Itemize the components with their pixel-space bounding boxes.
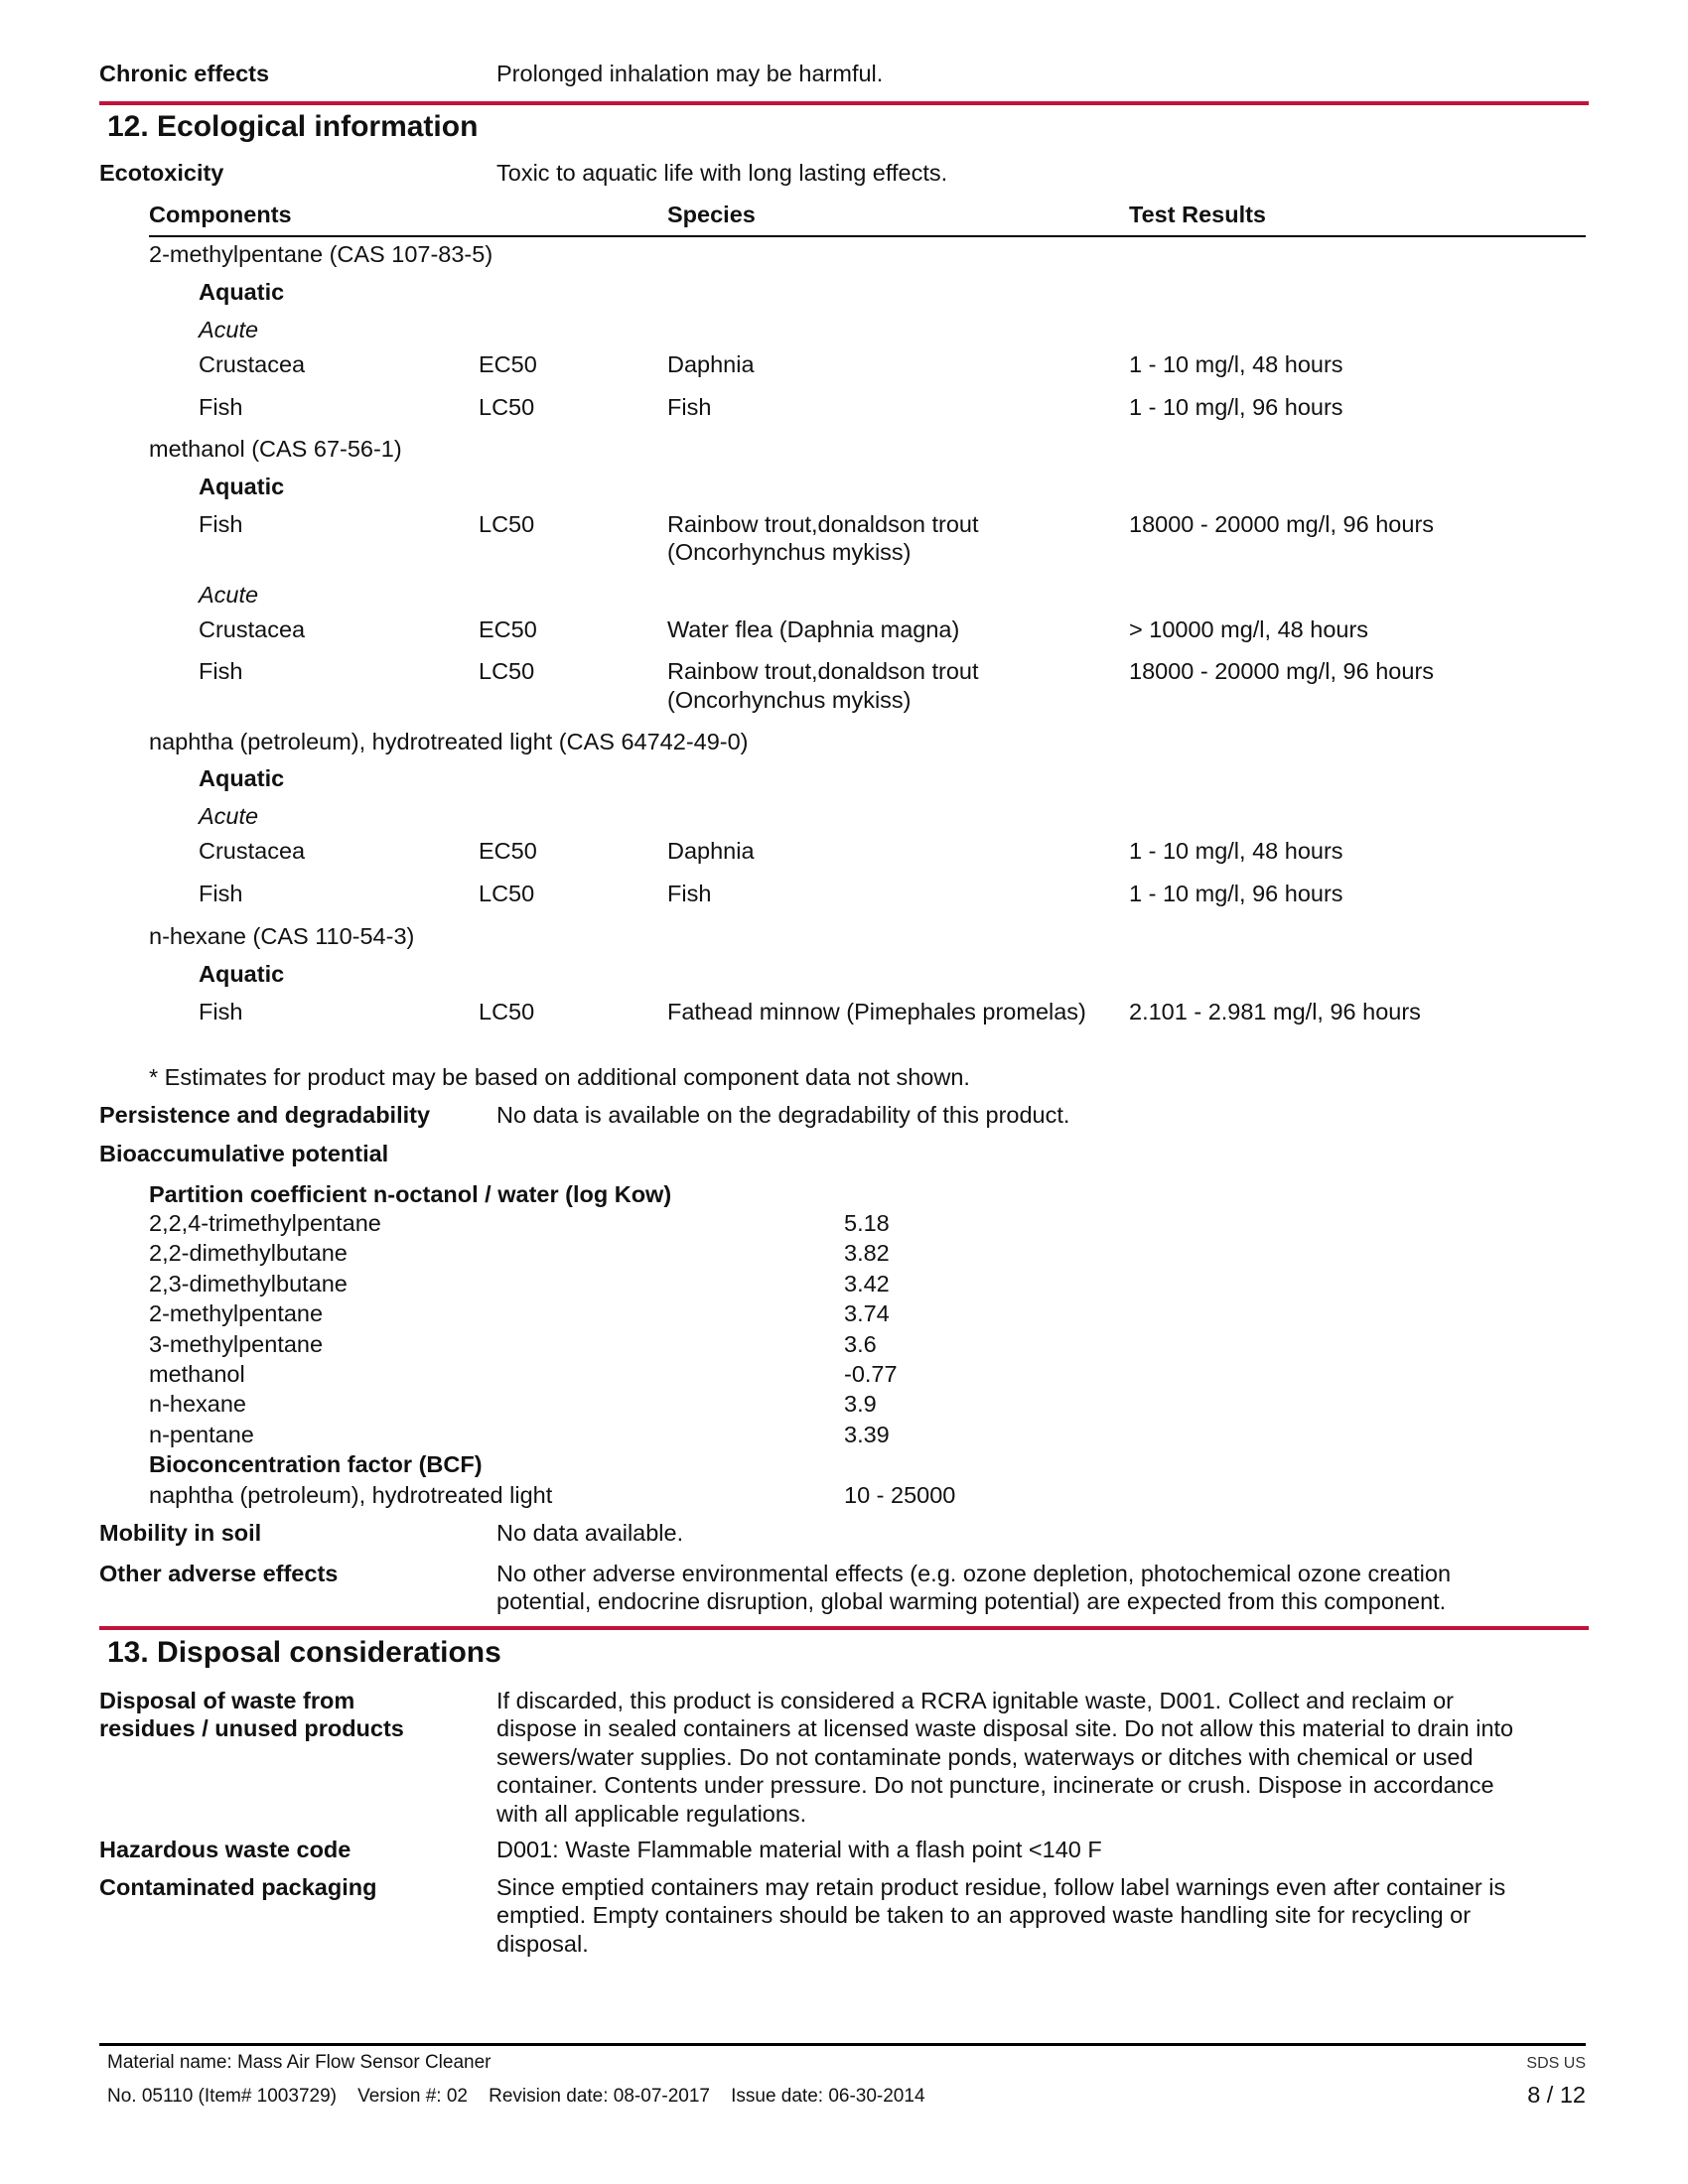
persistence-value: No data is available on the degradability of this product. <box>496 1102 1070 1128</box>
test-result: 2.101 - 2.981 mg/l, 96 hours <box>1129 999 1421 1024</box>
partition-component: 2,2,4-trimethylpentane <box>149 1210 381 1236</box>
partition-value: -0.77 <box>844 1361 898 1387</box>
ecotoxicity-label: Ecotoxicity <box>99 160 224 186</box>
test-result: > 10000 mg/l, 48 hours <box>1129 616 1369 642</box>
test-result: 1 - 10 mg/l, 96 hours <box>1129 394 1343 420</box>
partition-value: 3.9 <box>844 1391 877 1418</box>
test-organism: Fish <box>199 881 243 906</box>
component-name: n-hexane (CAS 110-54-3) <box>149 923 415 949</box>
bcf-title: Bioconcentration factor (BCF) <box>149 1451 483 1477</box>
section-13-title: 13. Disposal considerations <box>107 1636 501 1669</box>
species: Water flea (Daphnia magna) <box>667 616 960 642</box>
disposal-line: with all applicable regulations. <box>496 1801 807 1827</box>
species-scientific: (Oncorhynchus mykiss) <box>667 539 912 565</box>
hazardous-code-label: Hazardous waste code <box>99 1837 352 1862</box>
other-effects-line: potential, endocrine disruption, global warming potential) are expected from this component. <box>496 1588 1447 1614</box>
test-type: LC50 <box>479 394 535 420</box>
packaging-line: emptied. Empty containers should be taken to an approved waste handling site for recycling or <box>496 1902 1472 1928</box>
test-result: 18000 - 20000 mg/l, 96 hours <box>1129 658 1435 684</box>
section-divider <box>99 1626 1589 1630</box>
partition-value: 3.82 <box>844 1240 890 1267</box>
test-type: LC50 <box>479 658 535 684</box>
test-type: EC50 <box>479 838 537 864</box>
document-meta: No. 05110 (Item# 1003729) Version #: 02 Revision date: 08-07-2017 Issue date: 06-30-2014 <box>107 2086 925 2107</box>
disposal-line: sewers/water supplies. Do not contaminate ponds, waterways or ditches with chemical or used <box>496 1744 1474 1770</box>
category-aquatic: Aquatic <box>199 279 285 305</box>
bioaccumulative-label: Bioaccumulative potential <box>99 1141 389 1166</box>
partition-coefficient-title: Partition coefficient n-octanol / water (log Kow) <box>149 1181 672 1207</box>
estimates-note: * Estimates for product may be based on additional component data not shown. <box>149 1064 970 1090</box>
disposal-line: dispose in sealed containers at licensed waste disposal site. Do not allow this material to drain into <box>496 1715 1514 1741</box>
species-scientific: (Oncorhynchus mykiss) <box>667 687 912 713</box>
bcf-component: naphtha (petroleum), hydrotreated light <box>149 1482 553 1508</box>
doc-type: SDS US <box>1526 2055 1586 2072</box>
category-aquatic: Aquatic <box>199 474 285 499</box>
test-organism: Fish <box>199 999 243 1024</box>
partition-component: 3-methylpentane <box>149 1330 324 1357</box>
header-species: Species <box>667 202 756 227</box>
persistence-label: Persistence and degradability <box>99 1102 431 1128</box>
component-name: 2-methylpentane (CAS 107-83-5) <box>149 241 493 267</box>
disposal-line: container. Contents under pressure. Do not puncture, incinerate or crush. Dispose in accordance <box>496 1772 1494 1798</box>
subcategory-acute: Acute <box>199 317 259 342</box>
disposal-label: residues / unused products <box>99 1715 404 1741</box>
species: Daphnia <box>667 838 755 864</box>
other-effects-label: Other adverse effects <box>99 1561 339 1586</box>
test-organism: Fish <box>199 394 243 420</box>
category-aquatic: Aquatic <box>199 765 285 791</box>
table-header-rule <box>149 235 1586 237</box>
chronic-effects-value: Prolonged inhalation may be harmful. <box>496 61 884 86</box>
subcategory-acute: Acute <box>199 582 259 608</box>
species: Rainbow trout,donaldson trout <box>667 511 979 537</box>
test-result: 1 - 10 mg/l, 96 hours <box>1129 881 1343 906</box>
mobility-value: No data available. <box>496 1520 684 1546</box>
partition-component: 2,2-dimethylbutane <box>149 1240 348 1267</box>
species: Fish <box>667 881 712 906</box>
footer-rule <box>99 2043 1586 2046</box>
species: Fish <box>667 394 712 420</box>
partition-component: 2-methylpentane <box>149 1300 324 1327</box>
partition-value: 3.6 <box>844 1330 877 1357</box>
packaging-line: disposal. <box>496 1931 589 1957</box>
header-test-results: Test Results <box>1129 202 1266 227</box>
section-12-title: 12. Ecological information <box>107 110 479 143</box>
component-name: methanol (CAS 67-56-1) <box>149 436 402 462</box>
material-name: Material name: Mass Air Flow Sensor Cleaner <box>107 2052 492 2073</box>
test-result: 1 - 10 mg/l, 48 hours <box>1129 838 1343 864</box>
partition-component: n-pentane <box>149 1421 254 1447</box>
partition-value: 3.39 <box>844 1421 890 1447</box>
test-type: EC50 <box>479 616 537 642</box>
test-type: LC50 <box>479 881 535 906</box>
species: Fathead minnow (Pimephales promelas) <box>667 999 1086 1024</box>
partition-value: 5.18 <box>844 1210 890 1236</box>
test-organism: Fish <box>199 658 243 684</box>
test-organism: Crustacea <box>199 351 306 377</box>
component-name: naphtha (petroleum), hydrotreated light (CAS 64742-49-0) <box>149 729 749 754</box>
ecotoxicity-value: Toxic to aquatic life with long lasting effects. <box>496 160 948 186</box>
partition-value: 3.74 <box>844 1300 890 1327</box>
disposal-line: If discarded, this product is considered a RCRA ignitable waste, D001. Collect and reclaim or <box>496 1688 1454 1713</box>
partition-component: 2,3-dimethylbutane <box>149 1270 348 1297</box>
partition-component: methanol <box>149 1361 245 1387</box>
test-type: EC50 <box>479 351 537 377</box>
species: Rainbow trout,donaldson trout <box>667 658 979 684</box>
test-organism: Crustacea <box>199 616 306 642</box>
category-aquatic: Aquatic <box>199 961 285 987</box>
test-type: LC50 <box>479 999 535 1024</box>
packaging-label: Contaminated packaging <box>99 1874 377 1900</box>
test-organism: Crustacea <box>199 838 306 864</box>
disposal-label: Disposal of waste from <box>99 1688 355 1713</box>
test-result: 1 - 10 mg/l, 48 hours <box>1129 351 1343 377</box>
partition-value: 3.42 <box>844 1270 890 1297</box>
other-effects-line: No other adverse environmental effects (e.g. ozone depletion, photochemical ozone creation <box>496 1561 1452 1586</box>
hazardous-code-value: D001: Waste Flammable material with a flash point <140 F <box>496 1837 1102 1862</box>
bcf-value: 10 - 25000 <box>844 1482 956 1508</box>
test-result: 18000 - 20000 mg/l, 96 hours <box>1129 511 1435 537</box>
mobility-label: Mobility in soil <box>99 1520 262 1546</box>
subcategory-acute: Acute <box>199 803 259 829</box>
page-number: 8 / 12 <box>1527 2082 1586 2108</box>
packaging-line: Since emptied containers may retain product residue, follow label warnings even after container is <box>496 1874 1506 1900</box>
species: Daphnia <box>667 351 755 377</box>
header-components: Components <box>149 202 292 227</box>
partition-component: n-hexane <box>149 1391 246 1418</box>
test-type: LC50 <box>479 511 535 537</box>
chronic-effects-label: Chronic effects <box>99 61 270 86</box>
test-organism: Fish <box>199 511 243 537</box>
section-divider <box>99 101 1589 105</box>
